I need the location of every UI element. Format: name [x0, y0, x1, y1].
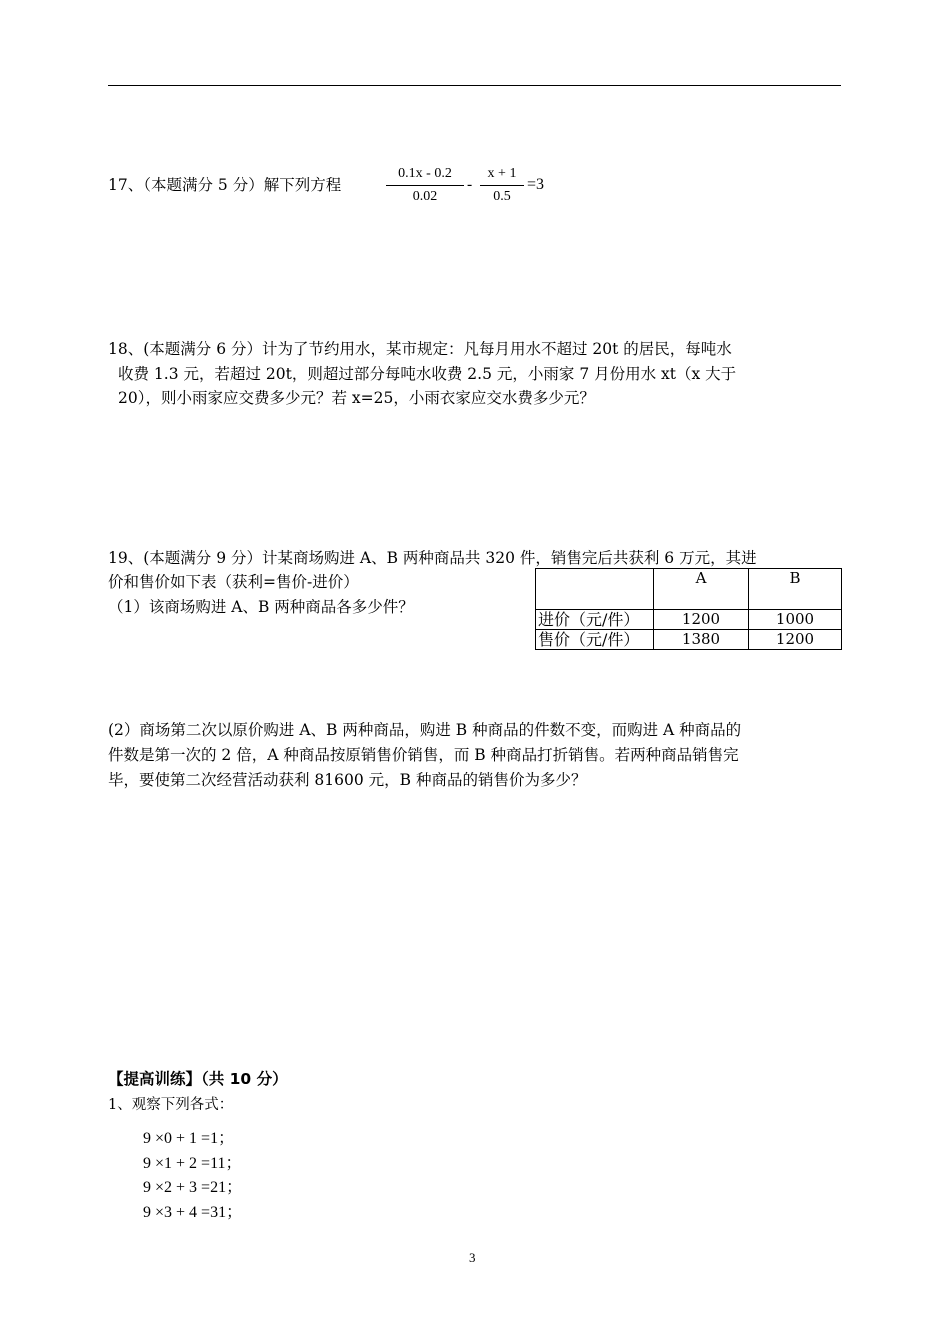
header-rule — [108, 85, 841, 86]
table-row-label: 售价（元/件） — [536, 630, 654, 650]
q19-part-2-line-3: 毕，要使第二次经营活动获利 81600 元，B 种商品的销售价为多少？ — [108, 771, 587, 789]
table-corner-cell — [536, 569, 654, 610]
page-number: 3 — [469, 1250, 476, 1265]
q17-minus: - — [467, 176, 473, 193]
table-cell-a: 1380 — [654, 630, 749, 650]
equation-line: 9 ×3 + 4 =31； — [143, 1204, 243, 1221]
q19-part-2-line-1: (2）商场第二次以原价购进 A、B 两种商品，购进 B 种商品的件数不变，而购进 A 种商品的 — [108, 721, 742, 739]
equation-line: 9 ×2 + 3 =21； — [143, 1179, 243, 1196]
price-table — [535, 568, 842, 650]
q17-fraction-1 — [386, 163, 464, 208]
q19-part-1: （1）该商场购进 A、B 两种商品各多少件？ — [108, 598, 414, 616]
q17-fraction-2 — [480, 163, 524, 208]
q19-line-1: 19、(本题满分 9 分）计某商场购进 A、B 两种商品共 320 件，销售完后共获利 6 万元，其进 — [108, 549, 757, 567]
q17-rhs: =3 — [527, 176, 545, 193]
q17-frac2-denominator: 0.5 — [493, 189, 511, 204]
table-cell-a: 1200 — [654, 610, 749, 630]
q18-line-3: 20），则小雨家应交费多少元？若 x=25，小雨衣家应交水费多少元？ — [118, 389, 595, 407]
advanced-q1: 1、观察下列各式： — [108, 1097, 234, 1113]
table-row-label: 进价（元/件） — [536, 610, 654, 630]
q19-part-2-line-2: 件数是第一次的 2 倍，A 种商品按原销售价销售，而 B 种商品打折销售。若两种商品销售完 — [108, 746, 739, 764]
table-header-row — [536, 569, 842, 610]
q18-line-2: 收费 1.3 元，若超过 20t，则超过部分每吨水收费 2.5 元，小雨家 7 月份用水 xt（x 大于 — [118, 365, 737, 383]
table-row — [536, 610, 842, 630]
advanced-heading: 【提高训练】（共 10 分） — [108, 1070, 288, 1088]
table-header-a: A — [654, 569, 749, 610]
table-cell-b: 1200 — [749, 630, 842, 650]
equation-line: 9 ×0 + 1 =1； — [143, 1130, 235, 1147]
table-row — [536, 630, 842, 650]
table-header-b: B — [749, 569, 842, 610]
equation-line: 9 ×1 + 2 =11； — [143, 1155, 242, 1172]
q17-frac1-denominator: 0.02 — [412, 189, 438, 204]
q18-line-1: 18、(本题满分 6 分）计为了节约用水，某市规定：凡每月用水不超过 20t 的居民，每吨水 — [108, 340, 732, 358]
q17-frac2-numerator: x + 1 — [480, 163, 524, 186]
table-cell-b: 1000 — [749, 610, 842, 630]
q17-frac1-numerator: 0.1x - 0.2 — [386, 163, 464, 186]
q19-line-2: 价和售价如下表（获利=售价-进价） — [108, 573, 359, 591]
q17-prefix: 17、（本题满分 5 分）解下列方程 — [108, 176, 342, 194]
